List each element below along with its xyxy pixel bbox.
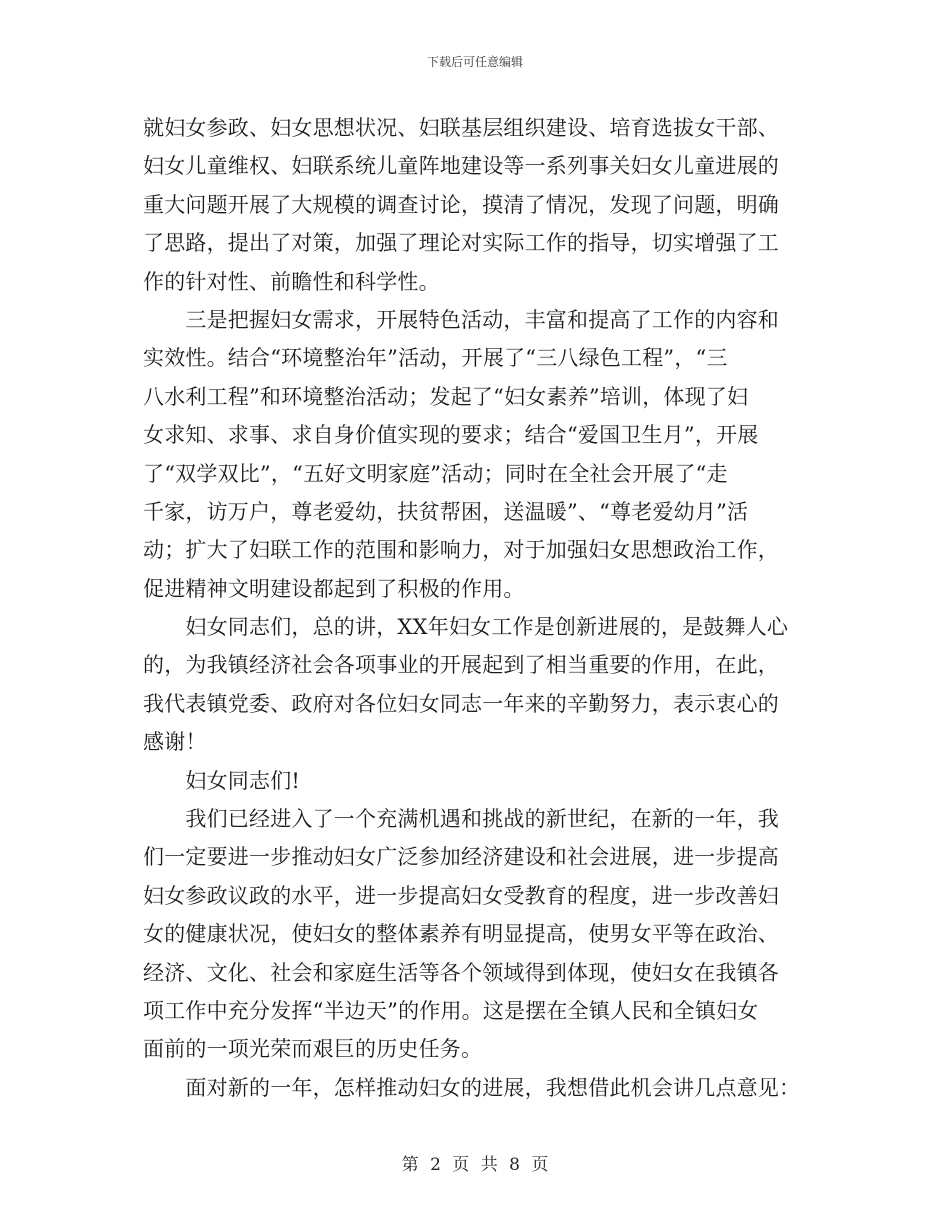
text-line: 我代表镇党委、政府对各位妇女同志一年来的辛勤努力，表示衷心的 — [143, 691, 779, 716]
text-line: 作的针对性、前瞻性和科学性。 — [143, 269, 440, 294]
text-line: 动；扩大了妇联工作的范围和影响力，对于加强妇女思想政治工作， — [143, 538, 779, 563]
text-line: 三是把握妇女需求，开展特色活动，丰富和提高了工作的内容和 — [143, 307, 779, 332]
text-line: 就妇女参政、妇女思想状况、妇联基层组织建设、培育选拔女干部、 — [143, 116, 779, 140]
text-line: 女的健康状况，使妇女的整体素养有明显提高，使男女平等在政治、 — [143, 922, 779, 947]
page-header: 下载后可任意编辑 — [426, 55, 523, 69]
text-line: 八水利工程”和环境整治活动；发起了“妇女素养”培训，体现了妇 — [143, 384, 749, 409]
text-line: 重大问题开展了大规模的调查讨论，摸清了情况，发现了问题，明确 — [143, 192, 779, 217]
text-line: 的，为我镇经济社会各项事业的开展起到了相当重要的作用，在此， — [143, 653, 779, 678]
text-line: 实效性。结合“环境整治年”活动，开展了“三八绿色工程”，“三 — [143, 346, 728, 371]
text-line: 千家，访万户，尊老爱幼，扶贫帮困，送温暖”、“尊老爱幼月”活 — [143, 499, 749, 524]
text-line: 妇女同志们，总的讲，XX年妇女工作是创新进展的，是鼓舞人心 — [143, 615, 789, 640]
page-number: 第 2 页 共 8 页 — [401, 1155, 549, 1175]
text-line: 妇女儿童维权、妇联系统儿童阵地建设等一系列事关妇女儿童进展的 — [143, 154, 779, 179]
text-line: 们一定要进一步推动妇女广泛参加经济建设和社会进展，进一步提高 — [143, 845, 779, 870]
text-line: 女求知、求事、求自身价值实现的要求；结合“爱国卫生月”，开展 — [143, 423, 759, 448]
text-line: 促进精神文明建设都起到了积极的作用。 — [143, 576, 525, 601]
text-line: 我们已经进入了一个充满机遇和挑战的新世纪，在新的一年，我 — [143, 807, 779, 832]
text-line: 面对新的一年，怎样推动妇女的进展，我想借此机会讲几点意见： — [143, 1075, 801, 1100]
text-line: 了思路，提出了对策，加强了理论对实际工作的指导，切实增强了工 — [143, 231, 779, 256]
text-line: 妇女同志们! — [143, 768, 301, 793]
document-body — [143, 109, 808, 1107]
text-line: 项工作中充分发挥“半边天”的作用。这是摆在全镇人民和全镇妇女 — [143, 998, 759, 1023]
text-line: 经济、文化、社会和家庭生活等各个领域得到体现，使妇女在我镇各 — [143, 960, 779, 985]
text-line: 面前的一项光荣而艰巨的历史任务。 — [143, 1037, 483, 1062]
text-line: 了“双学双比”，“五好文明家庭”活动；同时在全社会开展了“走 — [143, 461, 728, 486]
text-line: 妇女参政议政的水平，进一步提高妇女受教育的程度，进一步改善妇 — [143, 883, 779, 908]
text-line: 感谢！ — [143, 730, 207, 755]
